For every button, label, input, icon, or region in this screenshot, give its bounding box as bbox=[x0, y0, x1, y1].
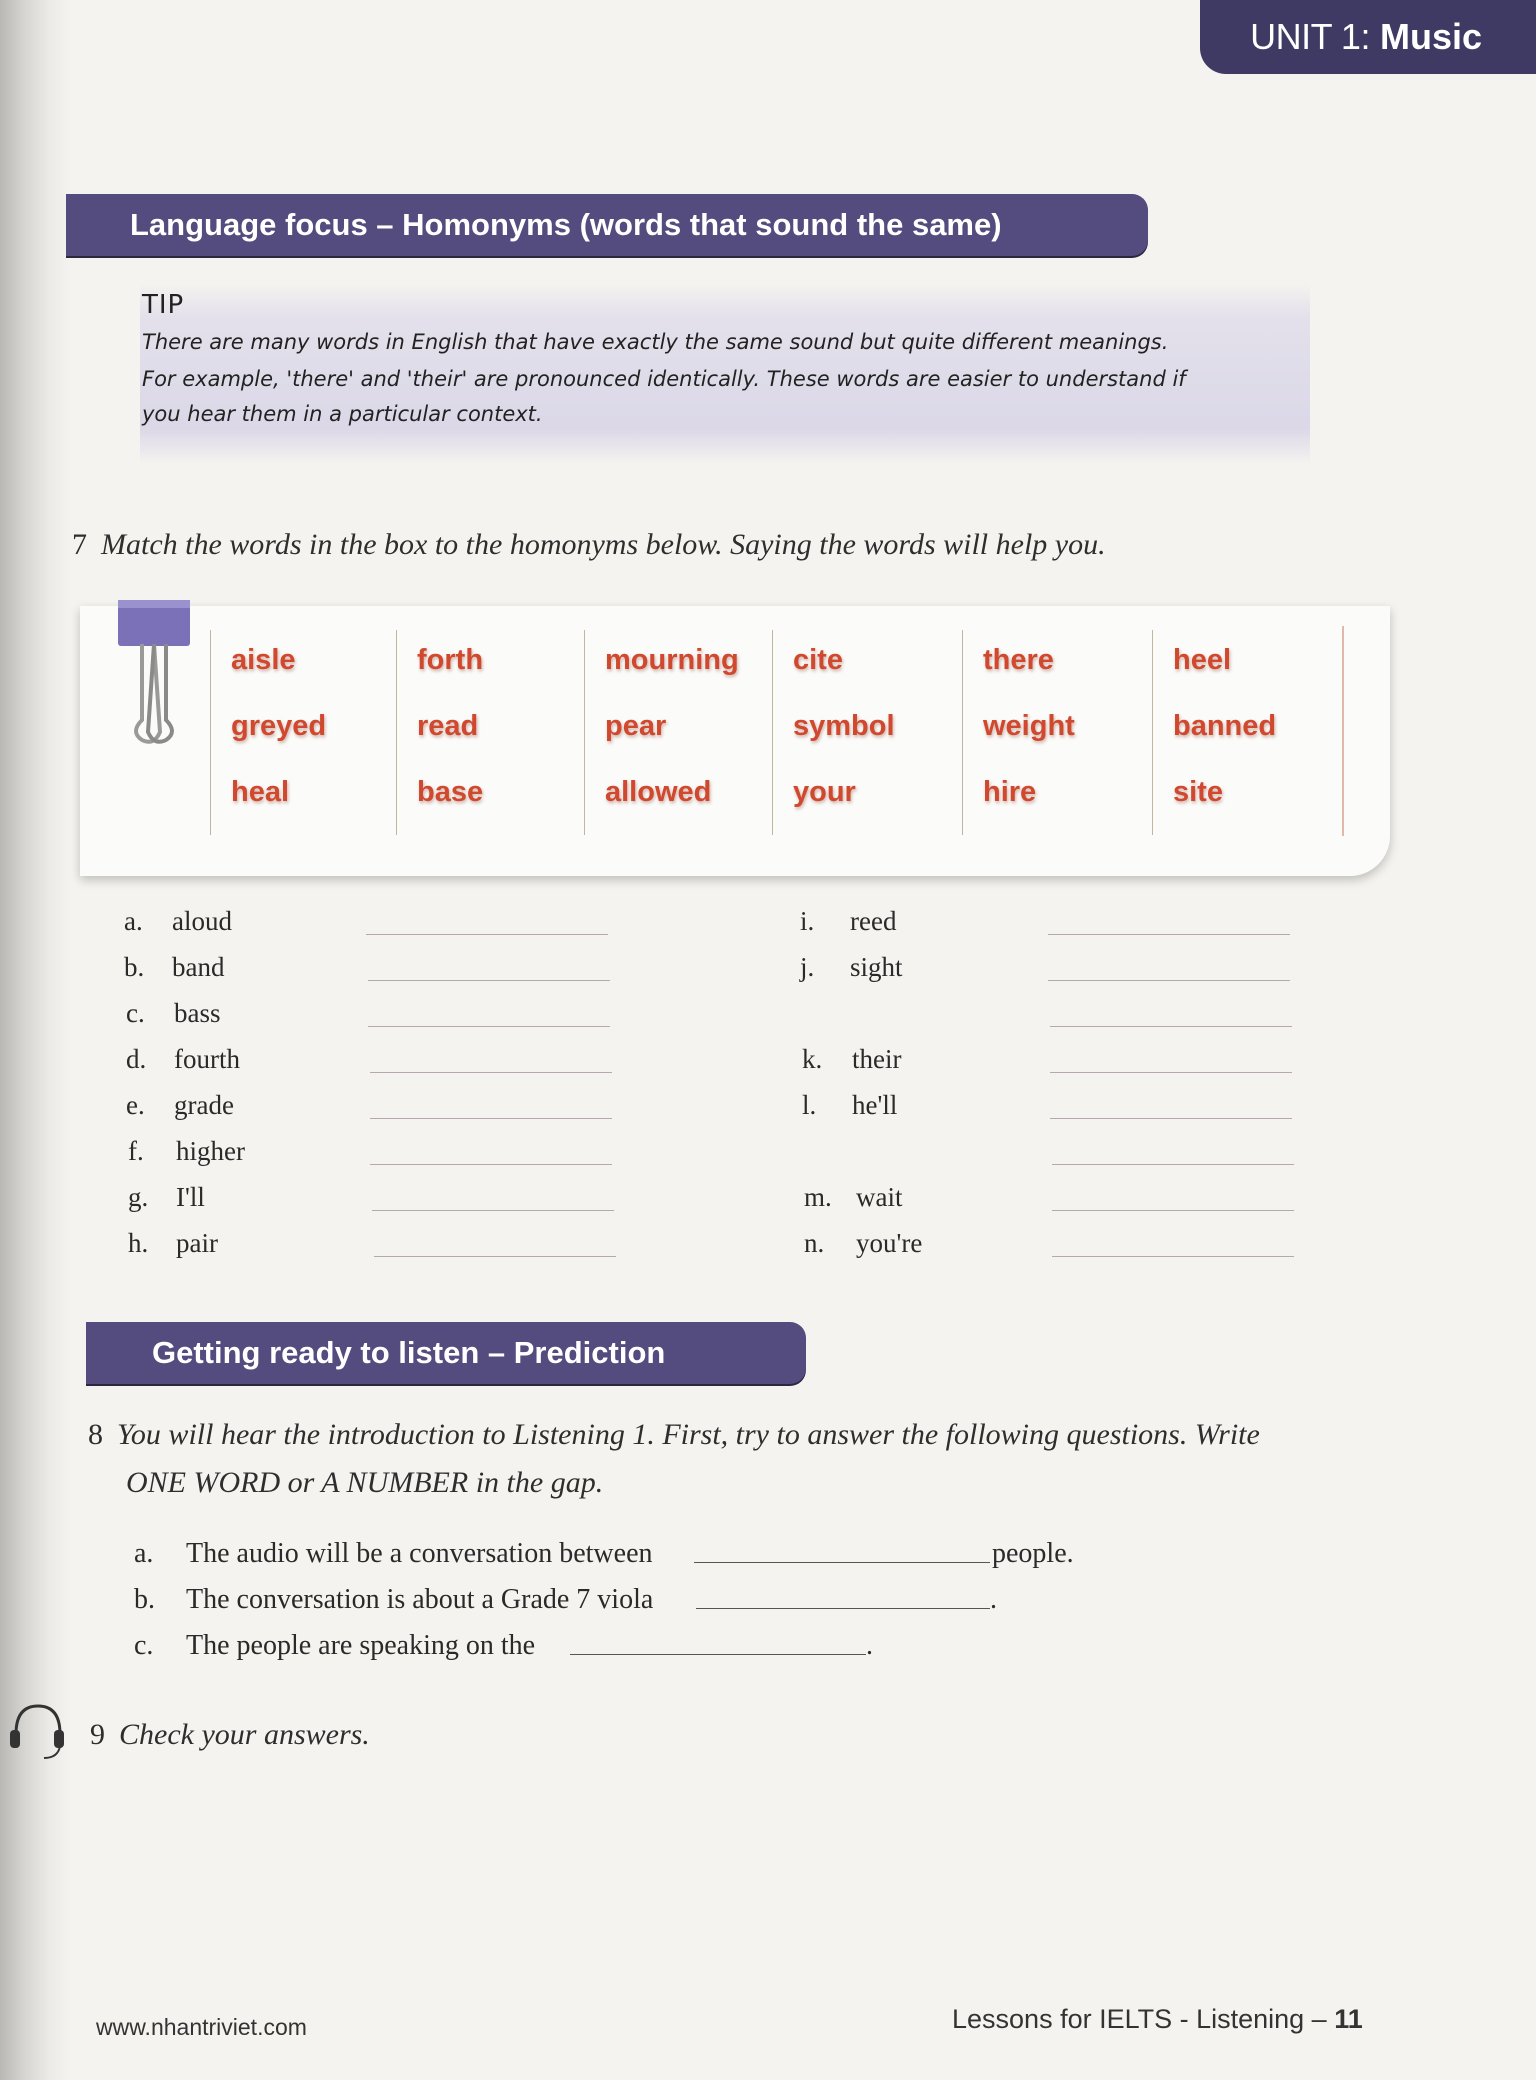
item-word: reed bbox=[850, 906, 897, 936]
item-after: people. bbox=[992, 1538, 1074, 1569]
word-box-divider bbox=[1342, 626, 1344, 836]
headphones-icon bbox=[8, 1700, 64, 1760]
box-word: mourning bbox=[605, 644, 739, 676]
page-spine-shadow bbox=[0, 0, 70, 2080]
item-word: he'll bbox=[852, 1090, 898, 1120]
box-word: hire bbox=[983, 776, 1037, 808]
exercise-9-instruction bbox=[90, 1718, 370, 1752]
box-word: greyed bbox=[231, 710, 327, 742]
item-letter: k. bbox=[802, 1044, 823, 1074]
item-letter: i. bbox=[800, 906, 815, 936]
answer-blank[interactable] bbox=[1048, 934, 1290, 935]
item-letter: a. bbox=[124, 906, 143, 936]
item-word: I'll bbox=[176, 1182, 205, 1212]
item-letter: c. bbox=[134, 1630, 154, 1661]
item-word: their bbox=[852, 1044, 902, 1074]
footer-book-title bbox=[952, 2004, 1363, 2035]
answer-blank[interactable] bbox=[368, 980, 610, 981]
binder-clip-icon bbox=[116, 600, 192, 750]
instruction-text: Check your answers. bbox=[119, 1718, 370, 1751]
item-word: wait bbox=[856, 1182, 903, 1212]
item-after: . bbox=[990, 1584, 997, 1615]
gap-blank[interactable] bbox=[696, 1608, 990, 1609]
item-letter: b. bbox=[134, 1584, 155, 1615]
answer-blank[interactable] bbox=[372, 1210, 614, 1211]
answer-blank[interactable] bbox=[370, 1072, 612, 1073]
section-heading-prediction bbox=[86, 1322, 806, 1384]
tip-line: For example, 'there' and 'their' are pronounced identically. These words are easier to understand if bbox=[142, 367, 1186, 391]
word-column bbox=[396, 630, 484, 835]
box-word: there bbox=[983, 644, 1054, 676]
item-word: fourth bbox=[174, 1044, 240, 1074]
exercise-number: 9 bbox=[90, 1718, 105, 1751]
exercise-7-instruction bbox=[72, 528, 1106, 562]
unit-label: UNIT 1: bbox=[1250, 16, 1370, 57]
exercise-8-instruction bbox=[88, 1418, 1260, 1452]
answer-blank[interactable] bbox=[374, 1256, 616, 1257]
box-word: forth bbox=[417, 644, 484, 676]
section-heading-text: Getting ready to listen – Prediction bbox=[152, 1335, 666, 1370]
answer-blank[interactable] bbox=[1052, 1164, 1294, 1165]
gap-blank[interactable] bbox=[570, 1654, 866, 1655]
tip-line: There are many words in English that have exactly the same sound but quite different meanings. bbox=[142, 330, 1169, 354]
item-letter: n. bbox=[804, 1228, 825, 1258]
answer-blank[interactable] bbox=[1048, 980, 1290, 981]
box-word: read bbox=[417, 710, 479, 742]
item-word: grade bbox=[174, 1090, 234, 1120]
section-heading-homonyms bbox=[66, 194, 1148, 256]
box-word: heal bbox=[231, 776, 290, 808]
tip-title: TIP bbox=[142, 290, 185, 320]
item-word: pair bbox=[176, 1228, 218, 1258]
box-word: heel bbox=[1173, 644, 1232, 676]
item-letter: d. bbox=[126, 1044, 147, 1074]
item-letter: f. bbox=[128, 1136, 144, 1166]
answer-blank[interactable] bbox=[366, 934, 608, 935]
word-column bbox=[210, 630, 327, 835]
item-letter: a. bbox=[134, 1538, 154, 1569]
item-text: The audio will be a conversation between bbox=[186, 1538, 653, 1569]
footer-url: www.nhantriviet.com bbox=[96, 2014, 307, 2040]
unit-title: Music bbox=[1379, 16, 1482, 57]
word-column bbox=[962, 630, 1075, 835]
item-word: sight bbox=[850, 952, 903, 982]
item-letter: b. bbox=[124, 952, 145, 982]
answer-blank[interactable] bbox=[370, 1118, 612, 1119]
box-word: banned bbox=[1173, 710, 1277, 742]
book-title: Lessons for IELTS - Listening – bbox=[952, 2004, 1327, 2034]
page-number: 11 bbox=[1334, 2004, 1363, 2034]
word-column bbox=[772, 630, 895, 835]
item-word: bass bbox=[174, 998, 221, 1028]
item-letter: e. bbox=[126, 1090, 145, 1120]
item-letter: j. bbox=[800, 952, 815, 982]
box-word: symbol bbox=[793, 710, 895, 742]
section-heading-text: Language focus – Homonyms (words that sound the same) bbox=[130, 207, 1002, 242]
answer-blank[interactable] bbox=[368, 1026, 610, 1027]
gap-blank[interactable] bbox=[694, 1562, 990, 1563]
item-letter: h. bbox=[128, 1228, 149, 1258]
instruction-text: Match the words in the box to the homonyms below. Saying the words will help you. bbox=[101, 528, 1106, 561]
instruction-text: ONE WORD or A NUMBER in the gap. bbox=[126, 1466, 604, 1499]
item-letter: g. bbox=[128, 1182, 149, 1212]
exercise-8-instruction-line2 bbox=[126, 1466, 603, 1500]
item-word: higher bbox=[176, 1136, 245, 1166]
item-letter: m. bbox=[804, 1182, 832, 1212]
box-word: allowed bbox=[605, 776, 712, 808]
item-text: The people are speaking on the bbox=[186, 1630, 536, 1661]
item-word: band bbox=[172, 952, 225, 982]
item-letter: c. bbox=[126, 998, 145, 1028]
box-word: cite bbox=[793, 644, 843, 676]
answer-blank[interactable] bbox=[1052, 1210, 1294, 1211]
item-word: aloud bbox=[172, 906, 232, 936]
answer-blank[interactable] bbox=[1050, 1026, 1292, 1027]
word-column bbox=[584, 630, 739, 835]
unit-tab bbox=[1200, 0, 1536, 74]
answer-blank[interactable] bbox=[1050, 1072, 1292, 1073]
tip-line: you hear them in a particular context. bbox=[142, 402, 543, 426]
item-letter: l. bbox=[802, 1090, 817, 1120]
box-word: base bbox=[417, 776, 484, 808]
instruction-text: You will hear the introduction to Listening 1. First, try to answer the following questions. Write bbox=[117, 1418, 1260, 1451]
box-word: your bbox=[793, 776, 856, 808]
answer-blank[interactable] bbox=[1050, 1118, 1292, 1119]
exercise-number: 7 bbox=[72, 528, 87, 561]
answer-blank[interactable] bbox=[1052, 1256, 1294, 1257]
item-text: The conversation is about a Grade 7 viola bbox=[186, 1584, 654, 1615]
box-word: aisle bbox=[231, 644, 296, 676]
box-word: site bbox=[1173, 776, 1223, 808]
tip-box bbox=[140, 284, 1310, 464]
exercise-number: 8 bbox=[88, 1418, 103, 1451]
item-word: you're bbox=[856, 1228, 923, 1258]
answer-blank[interactable] bbox=[370, 1164, 612, 1165]
word-column bbox=[1152, 630, 1277, 835]
box-word: weight bbox=[983, 710, 1075, 742]
item-after: . bbox=[866, 1630, 873, 1661]
box-word: pear bbox=[605, 710, 667, 742]
